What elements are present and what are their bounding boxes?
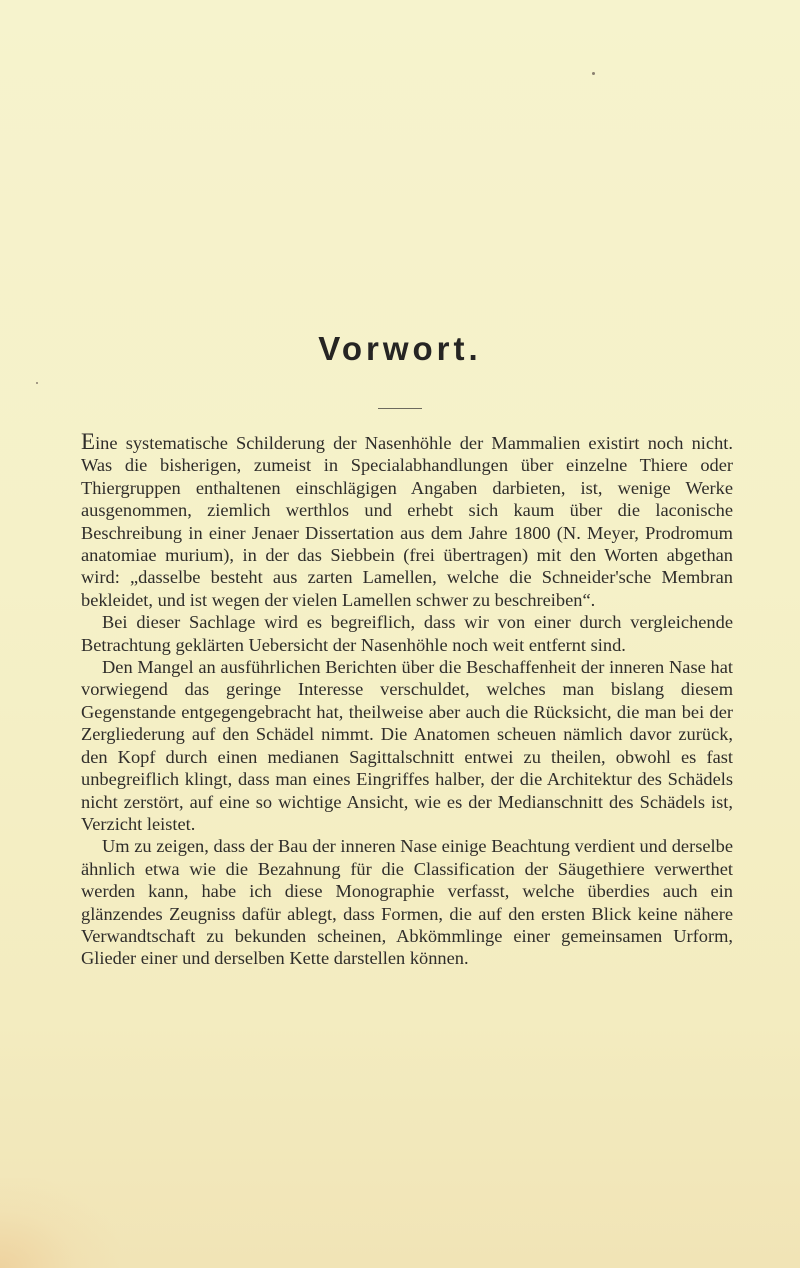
preface-text (81, 431, 733, 970)
paragraph-1: Eine systematische Schilderung der Nasenhöhle der Mammalien existirt noch nicht. Was die bisherigen, zumeist in Specialabhandlungen über einzelne Thiere oder Thiergruppen enthaltenen einschlägigen Angaben darbieten, ist, wenige Werke ausgenommen, ziemlich werthlos und erhebt sich kaum über die laconische Beschreibung in einer Jenaer Dissertation aus dem Jahre 1800 (N. Meyer, Prodromum anatomiae murium), in der das Siebbein (frei übertragen) mit den Worten abgethan wird: „dasselbe besteht aus zarten Lamellen, welche die Schneider'sche Membran bekleidet, und ist wegen der vielen Lamellen schwer zu beschreiben“. (81, 429, 733, 610)
paragraph-2: Bei dieser Sachlage wird es begreiflich, dass wir von einer durch vergleichende Betrachtung geklärten Uebersicht der Nasenhöhle noch weit entfernt sind. (81, 612, 733, 655)
page-title: Vorwort. (318, 330, 482, 367)
paper-speck (592, 72, 595, 75)
paper-stain (0, 1178, 120, 1268)
paragraph-3: Den Mangel an ausführlichen Berichten über die Beschaffenheit der inneren Nase hat vorwiegend das geringe Interesse verschuldet, welches man bislang diesem Gegenstande entgegengebracht hat, theilweise aber auch die Rücksicht, die man bei der Zergliederung auf den Schädel nimmt. Die Anatomen scheuen nämlich davor zurück, den Kopf durch einen medianen Sagittalschnitt entwei zu theilen, obwohl es fast unbegreiflich klingt, dass man eines Eingriffes halber, der die Architektur des Schädels nicht zerstört, auf eine so wichtige Ansicht, wie es der Medianschnitt des Schädels ist, Verzicht leistet. (81, 657, 733, 834)
title-divider (378, 408, 422, 409)
paragraph-4: Um zu zeigen, dass der Bau der inneren Nase einige Beachtung verdient und derselbe ähnlich etwa wie die Bezahnung für die Classification der Säugethiere verwerthet werden kann, habe ich diese Monographie verfasst, welche überdies auch ein glänzendes Zeugniss dafür ablegt, dass Formen, die auf den ersten Blick keine nähere Verwandtschaft zu bekunden scheinen, Abkömmlinge einer gemeinsamen Urform, Glieder einer und derselben Kette darstellen können. (81, 836, 733, 969)
paper-speck (36, 382, 38, 384)
